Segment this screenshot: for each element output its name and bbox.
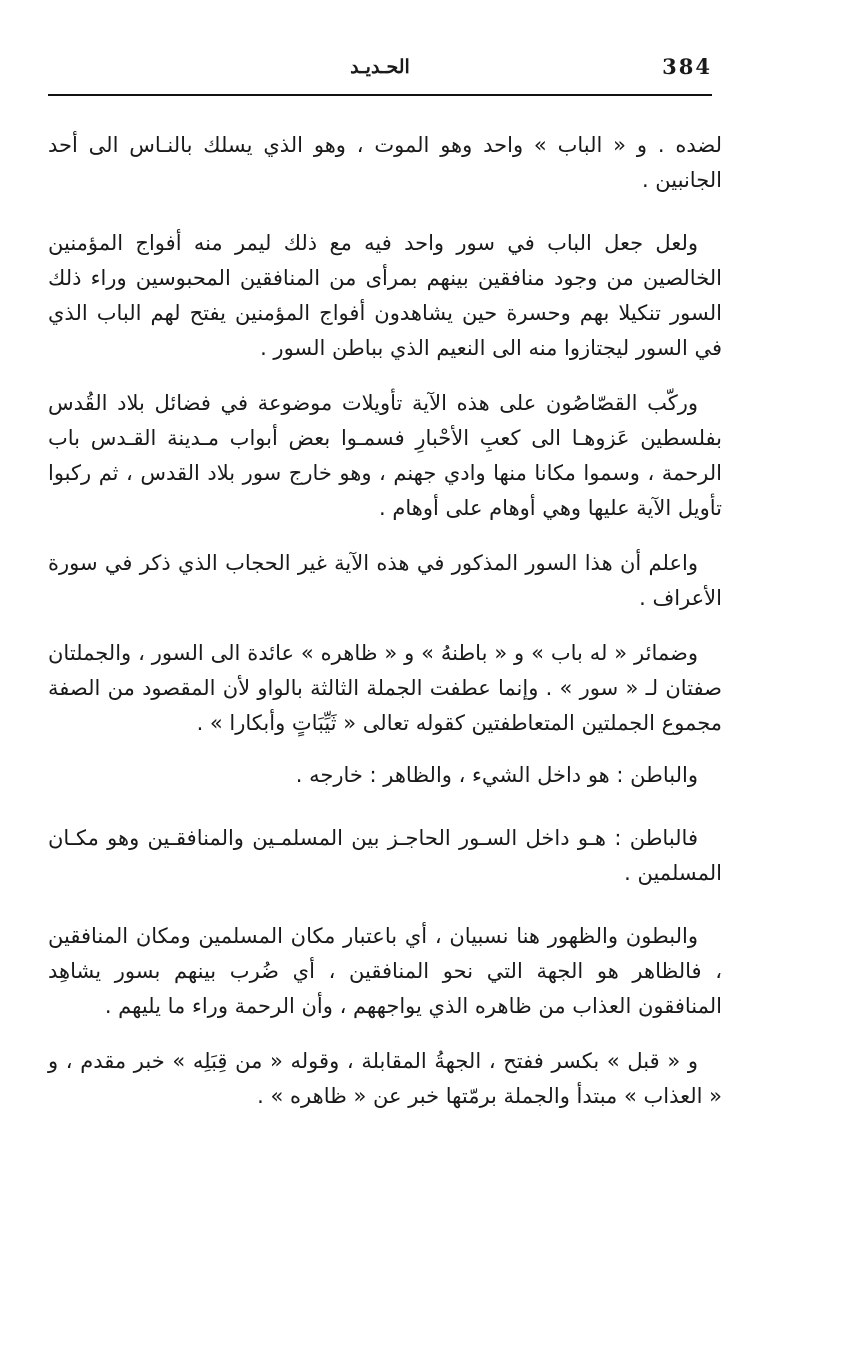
paragraph: وضمائر « له باب » و « باطنهُ » و « ظاهره » عائدة الى السور ، والجملتان صفتان لـ « سور » . وإنما عطفت الجملة الثالثة بالواو لأن المقصود من الصفة مجموع الجملتين المتعاطفتين كقوله تعالى « ثَيِّبَاتٍ وأبكارا » . (48, 641, 722, 735)
paragraph: والبطون والظهور هنا نسبيان ، أي باعتبار مكان المسلمين ومكان المنافقين ، فالظاهر هو الجهة التي نحو المنافقين ، أي ضُرب بينهم بسور يشاهِد المنافقون العذاب من ظاهره الذي يواجههم ، وأن الرحمة وراء ما يليهم . (48, 924, 722, 1018)
header-rule (48, 94, 712, 96)
page-header (48, 52, 712, 92)
body-text (48, 128, 722, 1114)
page-number: 384 (662, 54, 712, 79)
paragraph: و « قبل » بكسر ففتح ، الجهةُ المقابلة ، وقوله « من قِبَلِه » خبر مقدم ، و « العذاب » مبتدأ والجملة برمّتها خبر عن « ظاهره » . (48, 1049, 722, 1108)
running-title: الحـديـد (350, 56, 410, 78)
paragraph: واعلم أن هذا السور المذكور في هذه الآية غير الحجاب الذي ذكر في سورة الأعراف . (48, 551, 722, 610)
paragraph: والباطن : هو داخل الشيء ، والظاهر : خارجه . (295, 763, 698, 787)
paragraph: لضده . و « الباب » واحد وهو الموت ، وهو الذي يسلك بالنـاس الى أحد الجانبين . (48, 133, 722, 192)
paragraph: وركّب القصّاصُون على هذه الآية تأويلات موضوعة في فضائل بلاد القُدس بفلسطين عَزوهـا الى كعبِ الأحْبارِ فسمـوا بعض أبواب مـدينة القـدس باب الرحمة ، وسموا مكانا منها وادي جهنم ، وهو خارج سور بلاد القدس ، ثم ركبوا تأويل الآية عليها وهي أوهام على أوهام . (48, 391, 722, 520)
paragraph: فالباطن : هـو داخل السـور الحاجـز بين المسلمـين والمنافقـين وهو مكـان المسلمين . (48, 826, 722, 885)
paragraph: ولعل جعل الباب في سور واحد فيه مع ذلك ليمر منه أفواج المؤمنين الخالصين من وجود منافقين بينهم بمرأى من المنافقين المحبوسين وراء ذلك السور تنكيلا بهم وحسرة حين يشاهدون أفواج المؤمنين يفتح لهم الباب الذي في السور ليجتازوا منه الى النعيم الذي بباطن السور . (48, 231, 722, 360)
